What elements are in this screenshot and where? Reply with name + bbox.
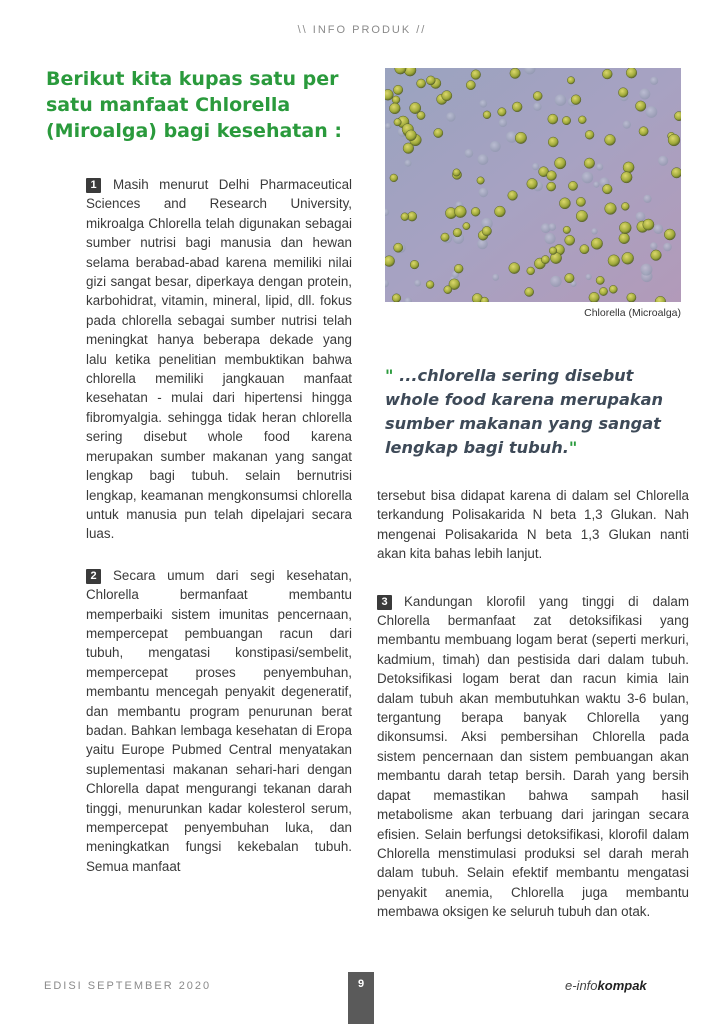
chlorella-cell xyxy=(434,128,443,137)
chlorella-cell xyxy=(527,179,538,190)
chlorella-cell xyxy=(509,263,520,274)
chlorella-cell xyxy=(471,70,481,80)
chlorella-cell xyxy=(576,210,587,221)
chlorella-cell xyxy=(410,103,421,114)
chlorella-cell xyxy=(527,267,535,275)
section-text: Secara umum dari segi kesehatan, Chlorella bermanfaat membantu memperbaiki sistem imunitas pencernaan, mempercepat pembuangan racun dari tubuh, mengatasi konstipasi/sembelit, mempercepat proses penyembuhan, membantu mencegah penyakit degeneratif, dan membantu program penurunan berat badan. Bahkan lembaga kesehatan di Eropa yaitu Europe Pubmed Central menyatakan suplementasi makanan sehari-hari dengan Chlorella dapat mengurangi tekanan darah tinggi, menurunkan kadar kolesterol serum, mempercepat penyembuhan luka, dan meningkatkan fungsi kekebalan tubuh. Semua manfaat xyxy=(86,567,352,874)
section-number-badge: 2 xyxy=(86,569,101,584)
faint-cell xyxy=(640,264,652,276)
brand-prefix: e-info xyxy=(565,978,598,993)
chlorella-cell xyxy=(618,88,628,98)
chlorella-cell xyxy=(576,197,585,206)
section-header: \\ INFO PRODUK // xyxy=(297,24,427,36)
edition-label: EDISI SEPTEMBER 2020 xyxy=(44,980,212,992)
chlorella-cell xyxy=(585,130,594,139)
chlorella-cell xyxy=(393,85,402,94)
chlorella-cell xyxy=(605,135,616,146)
chlorella-cell xyxy=(442,91,452,101)
chlorella-cell xyxy=(495,206,506,217)
faint-cell xyxy=(465,149,474,158)
page-number: 9 xyxy=(348,972,374,1024)
faint-cell xyxy=(544,233,555,244)
page-title: Berikut kita kupas satu per satu manfaat Chlorella (Miroalga) bagi kesehatan : xyxy=(46,68,342,142)
chlorella-cell xyxy=(674,112,681,121)
faint-cell xyxy=(643,195,651,203)
chlorella-cell xyxy=(621,203,629,211)
chlorella-cell xyxy=(548,137,558,147)
faint-cell xyxy=(533,103,541,111)
chlorella-cell xyxy=(394,243,403,252)
chlorella-cell xyxy=(580,245,589,254)
chlorella-cell xyxy=(385,256,395,267)
chlorella-cell xyxy=(619,233,630,244)
faint-cell xyxy=(555,94,567,106)
chlorella-cell xyxy=(463,223,470,230)
chlorella-cell xyxy=(441,233,449,241)
chlorella-cell xyxy=(512,102,522,112)
quote-open-mark: " xyxy=(385,366,394,385)
chlorella-cell xyxy=(455,206,467,218)
chlorella-cell xyxy=(541,256,549,264)
chlorella-cell xyxy=(609,285,617,293)
chlorella-cell xyxy=(668,134,680,146)
chlorella-cell xyxy=(444,286,452,294)
chlorella-cell xyxy=(515,132,526,143)
quote-text: ...chlorella sering disebut whole food karena merupakan sumber makanan yang sangat lengkap bagi tubuh. xyxy=(385,366,664,457)
faint-cell xyxy=(646,106,658,118)
faint-cell xyxy=(636,212,646,222)
chlorella-cell xyxy=(389,103,400,114)
chlorella-cell xyxy=(533,92,542,101)
faint-cell xyxy=(479,100,487,108)
chlorella-cell xyxy=(406,130,417,141)
pull-quote xyxy=(385,364,685,460)
chlorella-cell xyxy=(385,89,393,100)
chlorella-cell xyxy=(392,96,400,104)
faint-cell xyxy=(650,77,658,85)
chlorella-cell xyxy=(466,81,475,90)
chlorella-cell xyxy=(549,247,557,255)
chlorella-cell xyxy=(621,172,632,183)
chlorella-cell xyxy=(483,111,491,119)
chlorella-cell xyxy=(510,68,520,78)
section-number-badge: 3 xyxy=(377,595,392,610)
faint-cell xyxy=(414,280,421,287)
chlorella-microscope-photo xyxy=(385,68,681,302)
section-3 xyxy=(377,592,689,922)
chlorella-cell xyxy=(636,101,646,111)
brand-suffix: kompak xyxy=(597,978,647,993)
chlorella-cell xyxy=(568,181,577,190)
chlorella-cell xyxy=(562,116,570,124)
chlorella-cell xyxy=(555,158,566,169)
chlorella-cell xyxy=(426,281,434,289)
section-2 xyxy=(86,566,352,877)
chlorella-cell xyxy=(651,250,662,261)
faint-cell xyxy=(586,274,592,280)
chlorella-cell xyxy=(563,226,570,233)
quote-close-mark: " xyxy=(568,438,578,457)
section-2-continuation: tersebut bisa didapat karena di dalam sel Chlorella terkandung Polisakarida N beta 1,3 Glukan. Nah mengenai Polisakarida N beta 1,3 Glukan nanti akan kita bahas lebih lanjut. xyxy=(377,488,689,562)
faint-cell xyxy=(653,224,663,234)
chlorella-cell xyxy=(571,95,581,105)
faint-cell xyxy=(499,119,507,127)
chlorella-cell xyxy=(671,168,681,178)
chlorella-cell xyxy=(417,79,426,88)
faint-cell xyxy=(582,172,594,184)
faint-cell xyxy=(479,188,489,198)
chlorella-cell xyxy=(401,213,409,221)
section-1 xyxy=(86,175,352,544)
chlorella-cell xyxy=(559,198,570,209)
chlorella-cell xyxy=(639,127,648,136)
chlorella-cell xyxy=(548,114,558,124)
chlorella-cell xyxy=(622,252,634,264)
faint-cell xyxy=(591,228,597,234)
image-caption: Chlorella (Microalga) xyxy=(584,307,681,319)
chlorella-cell xyxy=(410,260,419,269)
chlorella-cell xyxy=(578,116,586,124)
faint-cell xyxy=(596,163,603,170)
chlorella-cell xyxy=(547,171,557,181)
chlorella-cell xyxy=(619,222,631,234)
chlorella-cell xyxy=(608,255,620,267)
chlorella-cell xyxy=(599,287,607,295)
faint-cell xyxy=(658,156,668,166)
microalgae-image xyxy=(385,68,681,302)
faint-cell xyxy=(490,141,501,152)
chlorella-cell xyxy=(498,108,506,116)
chlorella-cell xyxy=(453,169,460,176)
chlorella-cell xyxy=(591,238,602,249)
section-number-badge: 1 xyxy=(86,178,101,193)
faint-cell xyxy=(663,243,672,252)
chlorella-cell xyxy=(596,276,604,284)
brand-logo xyxy=(565,978,647,993)
chlorella-cell xyxy=(392,294,401,302)
chlorella-cell xyxy=(623,162,634,173)
chlorella-cell xyxy=(643,219,654,230)
chlorella-cell xyxy=(390,174,398,182)
chlorella-cell xyxy=(477,177,484,184)
chlorella-cell xyxy=(627,293,636,302)
chlorella-cell xyxy=(589,292,599,302)
chlorella-cell xyxy=(567,77,574,84)
chlorella-cell xyxy=(664,229,675,240)
chlorella-cell xyxy=(426,76,435,85)
chlorella-cell xyxy=(453,228,462,237)
faint-cell xyxy=(405,160,412,167)
article-column-right xyxy=(377,486,689,922)
article-column-left xyxy=(86,175,352,876)
chlorella-cell xyxy=(547,182,556,191)
section-text: Masih menurut Delhi Pharmaceutical Sciences and Research University, mikroalga Chlorella telah digunakan sebagai sumber nutrisi bagi manusia dan hewan selama berabad-abad karena memiliki nilai gizi sangat besar, diperkaya dengan protein, karbohidrat, vitamin, mineral, lipid, dll. fokus pada chlorella sebagai sumber nutrisi telah meningkat hanya beberapa dekade yang lalu ketika penelitian membuktikan bahwa chlorella memiliki jangkauan manfaat kesehatan - mulai dari hipertensi hingga fibromyalgia. sehingga tidak heran chlorella sering disebut whole food karena merupakan sumber makanan yang sangat lengkap bagi tubuh. selain bernutrisi lengkap, keamanan mengkonsumsi chlorella untuk manusia pun telah dipelajari secara luas. xyxy=(86,177,352,542)
faint-cell xyxy=(478,154,489,165)
chlorella-cell xyxy=(565,273,574,282)
chlorella-cell xyxy=(482,226,491,235)
chlorella-cell xyxy=(602,69,612,79)
chlorella-cell xyxy=(605,203,617,215)
faint-cell xyxy=(550,276,561,287)
section-text: Kandungan klorofil yang tinggi di dalam Chlorella bermanfaat zat detoksifikasi yang membantu membuang logam berat (seperti merkuri, kadmium, timah) dan pestisida dari dalam tubuh. Detoksifikasi logam berat dan racun kimia lain dalam tubuh akan membutuhkan waktu 3-6 bulan, tergantung berapa banyak Chlorella yang dikonsumsi. Aksi pembersihan Chlorella pada sistem pencernaan dan sistem pembuangan akan membantu darah tetap bersih. Darah yang bersih dapat memastikan bahwa sampah hasil metabolisme akan terbuang dari jaringan secara efisien. Selain berfungsi detoksifikasi, klorofil dalam Chlorella menstimulasi produksi sel darah merah dalam tubuh. Selain efektif membantu mengatasi penyakit anemia, Chlorella juga membantu membawa oksigen ke seluruh tubuh dan otak. xyxy=(377,593,689,920)
faint-cell xyxy=(385,123,391,129)
chlorella-cell xyxy=(394,119,401,126)
chlorella-cell xyxy=(454,264,463,273)
faint-cell xyxy=(446,112,455,121)
chlorella-cell xyxy=(565,235,575,245)
faint-cell xyxy=(623,121,631,129)
faint-cell xyxy=(650,242,658,250)
faint-cell xyxy=(593,182,599,188)
faint-cell xyxy=(639,89,650,100)
chlorella-cell xyxy=(626,68,637,78)
chlorella-cell xyxy=(584,158,594,168)
chlorella-cell xyxy=(525,288,534,297)
chlorella-cell xyxy=(471,207,480,216)
faint-cell xyxy=(549,223,557,231)
faint-cell xyxy=(532,163,539,170)
faint-cell xyxy=(492,274,499,281)
chlorella-cell xyxy=(603,184,613,194)
chlorella-cell xyxy=(508,191,518,201)
